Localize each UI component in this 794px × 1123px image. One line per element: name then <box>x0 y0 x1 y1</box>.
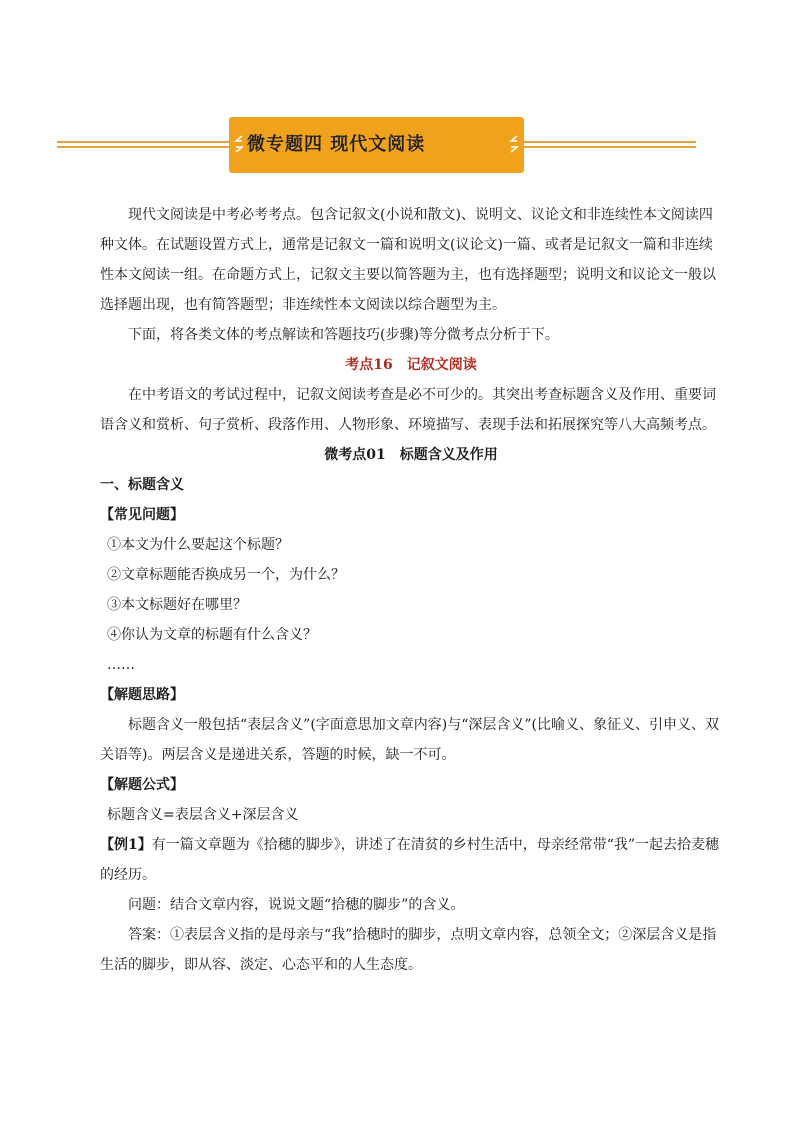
left-decorative-rule <box>57 141 229 143</box>
title-banner <box>0 115 794 175</box>
question-item: ②文章标题能否换成另一个，为什么？ <box>107 567 345 583</box>
part-heading: 一、标题含义 <box>100 477 184 493</box>
double-arrow-icon <box>509 134 519 154</box>
left-decorative-rule <box>57 146 229 148</box>
subsection-heading: 微考点01 标题含义及作用 <box>324 447 498 463</box>
intro-paragraph: 现代文阅读是中考必考考点。包含记叙文(小说和散文)、说明文、议论文和非连续性本文阅读四种文体。在试题设置方式上，通常是记叙文一篇和说明文(议论文)一篇、或者是记叙文一篇和非连续性本文阅读一组。在命题方式上，记叙文主要以简答题为主，也有选择题型；说明文和议论文一般以选择题出现，也有简答题型；非连续性本文阅读以综合题型为主。 <box>100 207 716 313</box>
questions-label: 【常见问题】 <box>100 507 184 523</box>
formula-label: 【解题公式】 <box>100 777 184 793</box>
example-label: 【例1】 <box>100 837 152 853</box>
formula-text: 标题含义=表层含义+深层含义 <box>107 807 299 823</box>
example-paragraph <box>100 830 722 890</box>
right-decorative-rule <box>524 141 696 143</box>
answer-text: 答案：①表层含义指的是母亲与“我”拾穗时的脚步，点明文章内容，总领全文；②深层含义是指生活的脚步，即从容、淡定、心态平和的人生态度。 <box>100 927 717 973</box>
question-item: ④你认为文章的标题有什么含义？ <box>107 627 317 643</box>
question-item: …… <box>107 657 135 673</box>
intro-paragraph: 下面，将各类文体的考点解读和答题技巧(步骤)等分微考点分析于下。 <box>128 327 559 343</box>
document-body <box>100 200 722 980</box>
approach-label: 【解题思路】 <box>100 687 184 703</box>
section-heading: 考点16 记叙文阅读 <box>345 357 477 373</box>
right-decorative-rule <box>524 146 696 148</box>
question-item: ①本文为什么要起这个标题？ <box>107 537 289 553</box>
title-badge <box>229 117 524 173</box>
approach-text: 标题含义一般包括“表层含义”(字面意思加文章内容)与“深层含义”(比喻义、象征义、引申义、双关语等)。两层含义是递进关系，答题的时候，缺一不可。 <box>100 717 720 763</box>
section-paragraph: 在中考语文的考试过程中，记叙文阅读考查是必不可少的。其突出考查标题含义及作用、重要词语含义和赏析、句子赏析、段落作用、人物形象、环境描写、表现手法和拓展探究等八大高频考点。 <box>100 387 716 433</box>
page-title: 微专题四 现代文阅读 <box>247 134 426 155</box>
example-text: 有一篇文章题为《拾穗的脚步》，讲述了在清贫的乡村生活中，母亲经常带“我”一起去拾麦穗的经历。 <box>100 837 720 883</box>
question-text: 问题：结合文章内容，说说文题“拾穗的脚步”的含义。 <box>128 897 465 913</box>
double-arrow-icon <box>234 134 244 154</box>
question-item: ③本文标题好在哪里？ <box>107 597 247 613</box>
